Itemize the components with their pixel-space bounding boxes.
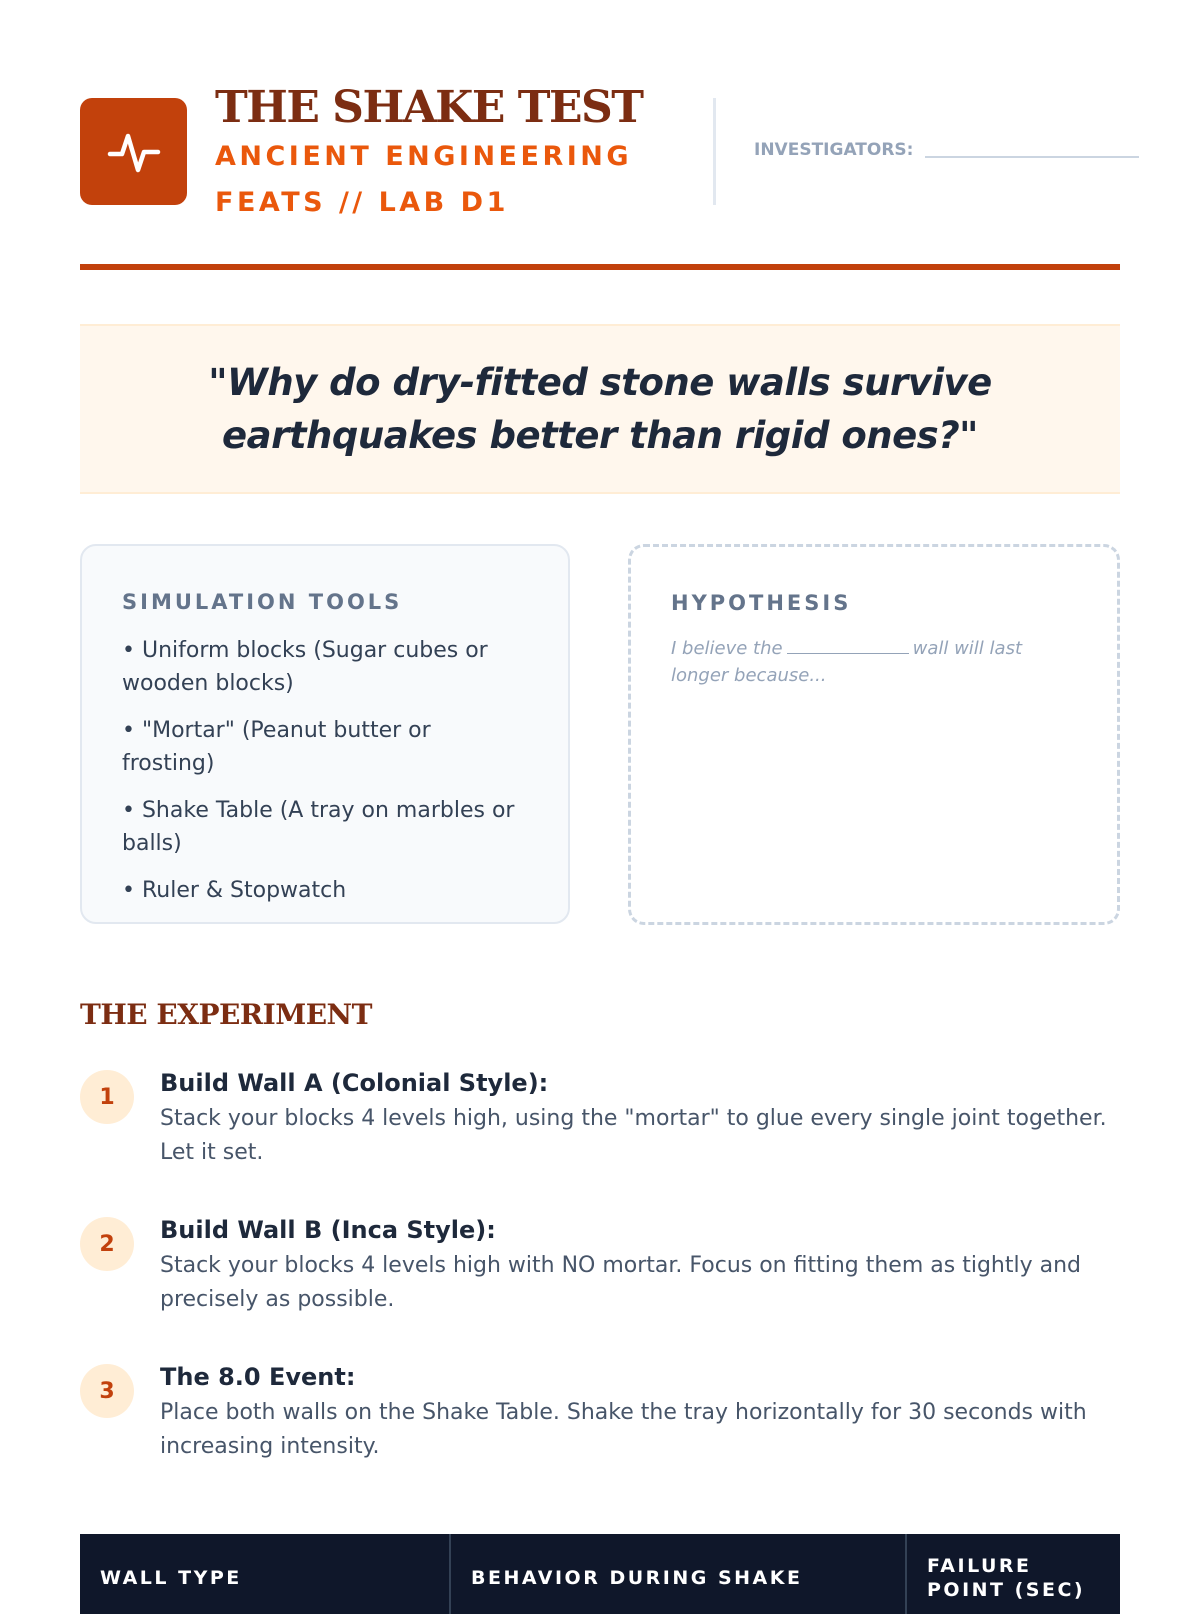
column-header-wall-type: WALL TYPE — [100, 1567, 242, 1589]
logo — [80, 98, 187, 205]
hypothesis-prompt-start: I believe the — [671, 638, 783, 659]
header-rule — [80, 264, 1120, 270]
step-description: Stack your blocks 4 levels high with NO mortar. Focus on fitting them as tightly and precisely as possible. — [160, 1253, 1081, 1312]
step-description: Place both walls on the Shake Table. Shake the tray horizontally for 30 seconds with increasing intensity. — [160, 1400, 1087, 1459]
header-divider — [713, 98, 716, 205]
step-number: 2 — [80, 1217, 134, 1271]
list-item: • Shake Table (A tray on marbles or balls) — [122, 798, 515, 856]
step-title: Build Wall B (Inca Style): — [160, 1216, 496, 1244]
step-title: The 8.0 Event: — [160, 1363, 356, 1391]
results-table-header — [80, 1534, 1120, 1614]
column-header-behavior: BEHAVIOR DURING SHAKE — [449, 1534, 905, 1614]
investigators-field — [754, 140, 1139, 160]
experiment-title: THE EXPERIMENT — [80, 998, 372, 1031]
pulse-icon — [104, 122, 164, 182]
step-description: Stack your blocks 4 levels high, using the "mortar" to glue every single joint together. Let it set. — [160, 1106, 1107, 1165]
hypothesis-prompt-end: wall will last longer because... — [671, 638, 1022, 686]
hypothesis-card — [628, 544, 1120, 925]
investigators-label: INVESTIGATORS: — [754, 140, 914, 160]
list-item: • "Mortar" (Peanut butter or frosting) — [122, 718, 431, 776]
list-item: • Uniform blocks (Sugar cubes or wooden blocks) — [122, 638, 488, 696]
list-item: • Ruler & Stopwatch — [122, 878, 347, 903]
step-title: Build Wall A (Colonial Style): — [160, 1069, 549, 1097]
hypothesis-title: HYPOTHESIS — [671, 591, 852, 615]
header — [80, 82, 1120, 222]
step-number: 1 — [80, 1070, 134, 1124]
hypothesis-prompt — [671, 635, 1077, 689]
step-number: 3 — [80, 1364, 134, 1418]
driving-question: "Why do dry-fitted stone walls survive earthquakes better than rigid ones?" — [208, 361, 992, 457]
worksheet-page — [80, 0, 1120, 1600]
column-header-failure-point: FAILURE POINT (SEC) — [905, 1534, 1120, 1614]
simulation-tools-card — [80, 544, 570, 924]
question-banner — [80, 324, 1120, 494]
hypothesis-blank — [787, 653, 909, 654]
tools-title: SIMULATION TOOLS — [122, 590, 403, 614]
investigators-blank — [925, 156, 1139, 158]
tools-list — [122, 634, 528, 907]
page-title: THE SHAKE TEST — [215, 82, 643, 133]
page-subtitle: ANCIENT ENGINEERING FEATS // LAB D1 — [215, 141, 633, 218]
